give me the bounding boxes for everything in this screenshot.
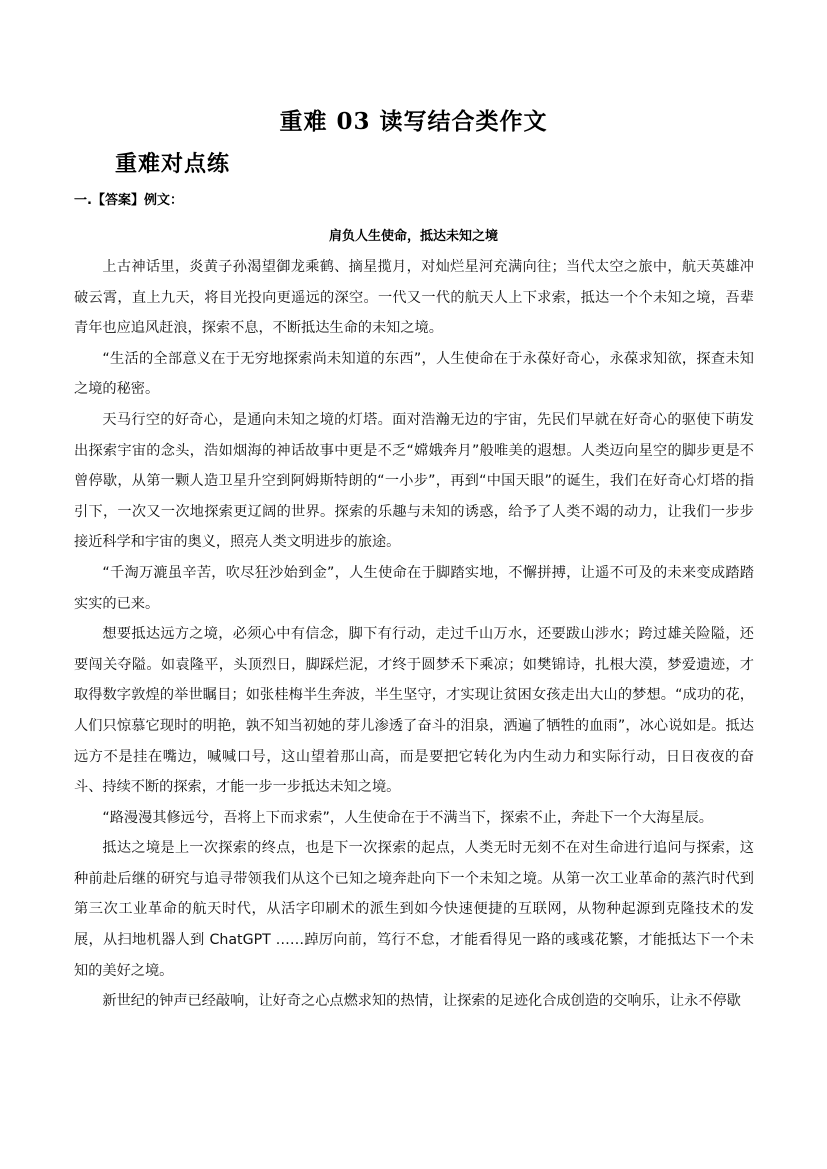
essay-paragraph: 新世纪的钟声已经敲响，让好奇之心点燃求知的热情，让探索的足迹化合成创造的交响乐，让永不停歇 [102,993,741,1010]
essay-paragraph: 想要抵达远方之境，必须心中有信念，脚下有行动，走过千山万水，还要跋山涉水；跨过雄关险隘，还要闯关夺隘。如袁隆平，头顶烈日，脚踩烂泥，才终于圆梦禾下乘凉；如樊锦诗，扎根大漠，梦爱遗迹，才取得数字敦煌的举世瞩目；如张桂梅半生奔波，半生坚守，才实现让贫困女孩走出大山的梦想。“成功的花，人们只惊慕它现时的明艳，孰不知当初她的芽儿渗透了奋斗的泪泉，洒遍了牺牲的血雨”，冰心说如是。抵达远方不是挂在嘴边，喊喊口号，这山望着那山高，而是要把它转化为内生动力和实际行动，日日夜夜的奋斗、持续不断的探索，才能一步一步抵达未知之境。 [74,626,754,796]
answer-label: 一.【答案】例文： [74,193,183,208]
essay-paragraph: “路漫漫其修远兮，吾将上下而求索”，人生使命在于不满当下，探索不止，奔赴下一个大海星辰。 [102,809,713,826]
essay-paragraph: 上古神话里，炎黄子孙渴望御龙乘鹤、摘星揽月，对灿烂星河充满向往；当代太空之旅中，航天英雄冲破云霄，直上九天，将目光投向更遥远的深空。一代又一代的航天人上下求索，抵达一个个未知之境，吾辈青年也应追风赶浪，探索不息，不断抵达生命的未知之境。 [74,259,754,337]
essay-paragraph: 天马行空的好奇心，是通向未知之境的灯塔。面对浩瀚无边的宇宙，先民们早就在好奇心的驱使下萌发出探索宇宙的念头，浩如烟海的神话故事中更是不乏“嫦娥奔月”般唯美的遐想。人类迈向星空的脚步更是不曾停歇，从第一颗人造卫星升空到阿姆斯特朗的“一小步”，再到“中国天眼”的诞生，我们在好奇心灯塔的指引下，一次又一次地探索更辽阔的世界。探索的乐趣与未知的诱惑，给予了人类不竭的动力，让我们一步步接近科学和宇宙的奥义，照亮人类文明进步的旅途。 [74,411,754,551]
essay-paragraph: 抵达之境是上一次探索的终点，也是下一次探索的起点，人类无时无刻不在对生命进行追问与探索，这种前赴后继的研究与追寻带领我们从这个已知之境奔赴向下一个未知之境。从第一次工业革命的蒸汽时代到第三次工业革命的航天时代，从活字印刷术的派生到如今快速便捷的互联网，从物种起源到克隆技术的发展，从扫地机器人到 ChatGPT ……踔厉向前，笃行不怠，才能看得见一路的彧彧花繁，才能抵达下一个未知的美好之境。 [74,840,754,979]
essay-body [74,252,754,1017]
document-title: 重难 03 读写结合类作文 [279,108,548,135]
section-title: 重难对点练 [115,151,231,177]
essay-paragraph: “千淘万漉虽辛苦，吹尽狂沙始到金”，人生使命在于脚踏实地，不懈拼搏，让遥不可及的未来变成踏踏实实的已来。 [74,564,754,612]
essay-title: 肩负人生使命，抵达未知之境 [328,229,498,244]
essay-paragraph: “生活的全部意义在于无穷地探索尚未知道的东西”，人生使命在于永葆好奇心，永葆求知欲，探查未知之境的秘密。 [74,350,754,398]
